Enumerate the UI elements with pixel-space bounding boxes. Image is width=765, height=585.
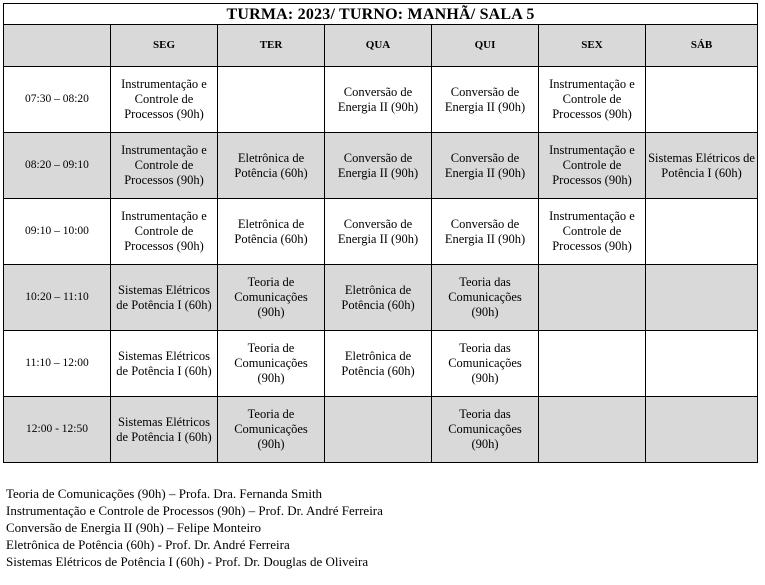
class-cell	[325, 397, 432, 463]
class-cell: Teoria de Comunicações (90h)	[218, 265, 325, 331]
day-header: TER	[218, 25, 325, 67]
class-cell: Sistemas Elétricos de Potência I (60h)	[111, 265, 218, 331]
day-header: SEG	[111, 25, 218, 67]
time-slot-row	[4, 397, 758, 463]
class-cell: Teoria das Comunicações (90h)	[432, 265, 539, 331]
time-slot-row	[4, 331, 758, 397]
class-cell: Teoria das Comunicações (90h)	[432, 331, 539, 397]
schedule-title: TURMA: 2023/ TURNO: MANHÃ/ SALA 5	[4, 4, 758, 25]
day-header: QUI	[432, 25, 539, 67]
time-cell: 10:20 – 11:10	[4, 265, 111, 331]
class-cell: Conversão de Energia II (90h)	[432, 199, 539, 265]
class-cell: Teoria de Comunicações (90h)	[218, 331, 325, 397]
class-cell: Sistemas Elétricos de Potência I (60h)	[111, 397, 218, 463]
class-cell	[646, 67, 758, 133]
time-slot-row	[4, 265, 758, 331]
time-cell: 12:00 - 12:50	[4, 397, 111, 463]
class-cell	[539, 397, 646, 463]
class-cell: Eletrônica de Potência (60h)	[325, 265, 432, 331]
class-cell: Eletrônica de Potência (60h)	[218, 133, 325, 199]
time-cell: 08:20 – 09:10	[4, 133, 111, 199]
day-header-row	[4, 25, 758, 67]
class-cell: Instrumentação e Controle de Processos (90h)	[111, 199, 218, 265]
class-cell: Conversão de Energia II (90h)	[325, 133, 432, 199]
legend-item: Instrumentação e Controle de Processos (90h) – Prof. Dr. André Ferreira	[6, 503, 383, 518]
class-cell: Eletrônica de Potência (60h)	[218, 199, 325, 265]
class-cell: Eletrônica de Potência (60h)	[325, 331, 432, 397]
class-cell: Sistemas Elétricos de Potência I (60h)	[111, 331, 218, 397]
class-cell: Teoria de Comunicações (90h)	[218, 397, 325, 463]
schedule-table	[3, 3, 758, 463]
time-slot-row	[4, 67, 758, 133]
class-cell: Conversão de Energia II (90h)	[432, 133, 539, 199]
time-cell: 11:10 – 12:00	[4, 331, 111, 397]
class-cell: Instrumentação e Controle de Processos (90h)	[539, 67, 646, 133]
corner-cell	[4, 25, 111, 67]
class-cell	[646, 397, 758, 463]
legend-item: Conversão de Energia II (90h) – Felipe Monteiro	[6, 520, 261, 535]
class-cell: Conversão de Energia II (90h)	[325, 199, 432, 265]
class-cell	[218, 67, 325, 133]
class-cell	[539, 331, 646, 397]
time-slot-row	[4, 199, 758, 265]
class-cell: Teoria das Comunicações (90h)	[432, 397, 539, 463]
day-header: QUA	[325, 25, 432, 67]
class-cell	[646, 199, 758, 265]
class-cell: Conversão de Energia II (90h)	[325, 67, 432, 133]
class-cell: Instrumentação e Controle de Processos (90h)	[539, 199, 646, 265]
day-header: SEX	[539, 25, 646, 67]
class-cell: Sistemas Elétricos de Potência I (60h)	[646, 133, 758, 199]
time-slot-row	[4, 133, 758, 199]
legend-item: Eletrônica de Potência (60h) - Prof. Dr. André Ferreira	[6, 537, 290, 552]
legend-item: Teoria de Comunicações (90h) – Profa. Dra. Fernanda Smith	[6, 486, 323, 501]
professor-legend	[6, 485, 383, 570]
class-cell	[646, 331, 758, 397]
class-cell	[539, 265, 646, 331]
class-cell: Conversão de Energia II (90h)	[432, 67, 539, 133]
legend-item: Sistemas Elétricos de Potência I (60h) - Prof. Dr. Douglas de Oliveira	[6, 554, 369, 569]
class-cell: Instrumentação e Controle de Processos (90h)	[111, 67, 218, 133]
class-cell: Instrumentação e Controle de Processos (90h)	[539, 133, 646, 199]
class-cell: Instrumentação e Controle de Processos (90h)	[111, 133, 218, 199]
time-cell: 07:30 – 08:20	[4, 67, 111, 133]
class-cell	[646, 265, 758, 331]
day-header: SÁB	[646, 25, 758, 67]
time-cell: 09:10 – 10:00	[4, 199, 111, 265]
